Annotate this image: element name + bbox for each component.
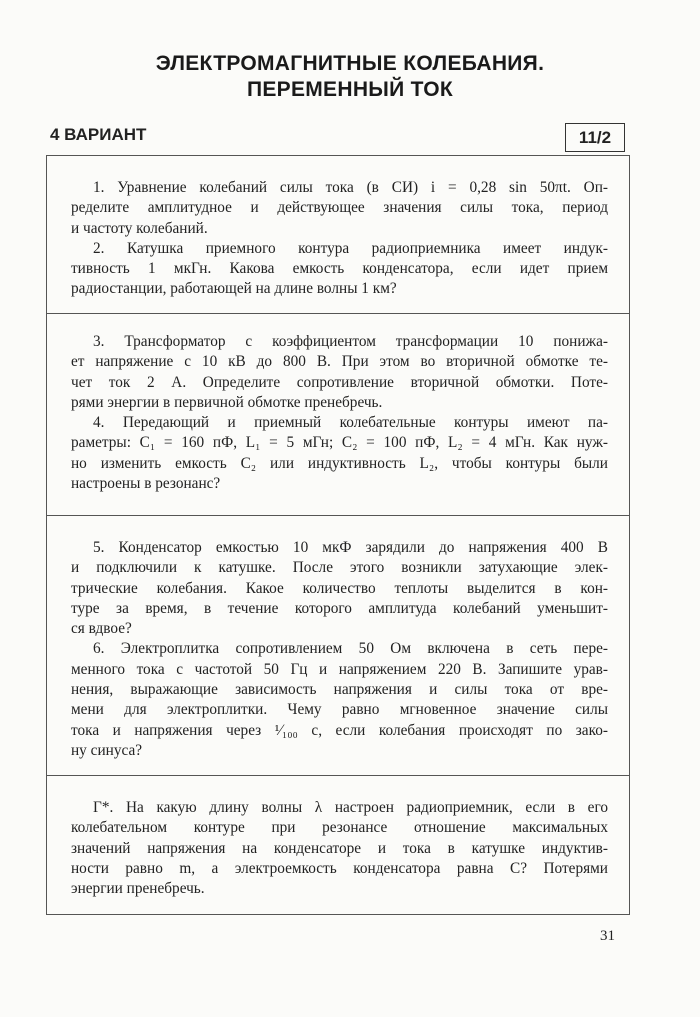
problem-text: [71, 538, 608, 639]
problems-frame: [46, 155, 630, 915]
problem-section: [47, 314, 629, 516]
problem-text: [71, 413, 608, 494]
text-line: тивность 1 мкГн. Какова емкость конденсатора, если идет прием: [71, 260, 608, 278]
text-line: тока и напряжения через ¹⁄₁₀₀ с, если колебания происходят по зако-: [71, 721, 608, 739]
text-line: значений напряжения на конденсаторе и тока в катушке индуктив-: [71, 839, 608, 857]
text-line: ну синуса?: [71, 741, 143, 759]
text-line: колебательном контуре при резонансе отношение максимальных: [71, 819, 608, 837]
text-line: чет ток 2 А. Определите сопротивление вторичной обмотки. Поте-: [71, 373, 608, 391]
problem-text: [71, 798, 608, 899]
problem-section: [47, 156, 629, 314]
text-line: ет напряжение с 10 кВ до 800 В. При этом во вторичной обмотке те-: [71, 353, 608, 371]
text-line: Г*. На какую длину волны λ настроен радиоприемник, если в его: [93, 799, 608, 816]
variant-label: 4 ВАРИАНТ: [50, 125, 147, 144]
text-line: ся вдвое?: [71, 620, 132, 638]
text-line: ределите амплитудное и действующее значения силы тока, период: [71, 199, 608, 217]
text-line: 6. Электроплитка сопротивлением 50 Ом включена в сеть пере-: [93, 640, 608, 658]
problem-text: [71, 639, 608, 761]
text-line: туре за время, в течение которого амплитуда колебаний уменьшит-: [71, 599, 608, 617]
text-line: мени для электроплитки. Чему равно мгновенное значение силы: [71, 701, 608, 719]
problem-text: [71, 178, 608, 239]
variant-code-box: 11/2: [565, 123, 625, 152]
text-line: энергии пренебречь.: [71, 880, 205, 898]
text-line: 2. Катушка приемного контура радиоприемника имеет индук-: [93, 239, 608, 257]
text-line: 5. Конденсатор емкостью 10 мкФ зарядили до напряжения 400 В: [93, 539, 608, 556]
text-line: менного тока с частотой 50 Гц и напряжением 220 В. Запишите урав-: [71, 660, 608, 678]
text-line: и подключили к катушке. После этого возникли затухающие элек-: [71, 559, 608, 577]
chapter-title-line2: ПЕРЕМЕННЫЙ ТОК: [246, 78, 454, 101]
chapter-title-line1: ЭЛЕКТРОМАГНИТНЫЕ КОЛЕБАНИЯ.: [155, 52, 545, 75]
text-line: рями энергии в первичной обмотке пренебречь.: [71, 393, 383, 411]
text-line: радиостанции, работающей на длине волны 1 км?: [71, 280, 397, 298]
problem-text: [71, 332, 608, 413]
text-line: 1. Уравнение колебаний силы тока (в СИ) i = 0,28 sin 50πt. Оп-: [93, 179, 608, 196]
text-line: 3. Трансформатор с коэффициентом трансформации 10 понижа-: [93, 333, 608, 350]
text-line: трические колебания. Какое количество теплоты выделится в кон-: [71, 579, 608, 597]
text-line: раметры: C₁ = 160 пФ, L₁ = 5 мГн; C₂ = 100 пФ, L₂ = 4 мГн. Как нуж-: [71, 434, 608, 452]
problem-text: [71, 239, 608, 300]
text-line: настроены в резонанс?: [71, 475, 221, 493]
page-number: 31: [600, 928, 615, 944]
problem-section: [47, 516, 629, 776]
text-line: нения, выражающие зависимость напряжения и силы тока от вре-: [71, 681, 608, 699]
text-line: ности равно m, а электроемкость конденсатора равна C? Потерями: [71, 859, 608, 877]
problem-section: [47, 776, 629, 916]
text-line: и частоту колебаний.: [71, 219, 208, 237]
text-line: 4. Передающий и приемный колебательные контуры имеют па-: [93, 414, 608, 432]
text-line: но изменить емкость C₂ или индуктивность L₂, чтобы контуры были: [71, 454, 608, 472]
